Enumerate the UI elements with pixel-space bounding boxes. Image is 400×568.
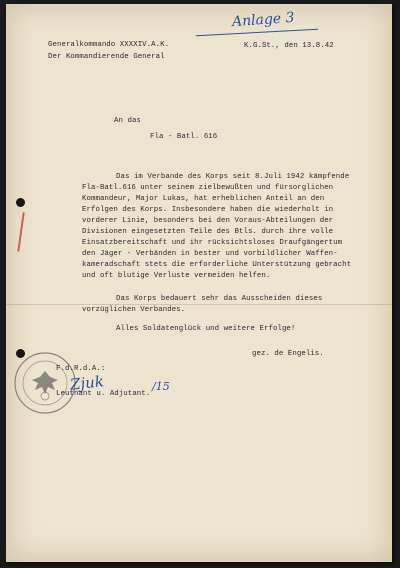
body-line: Erfolgen des Korps. Insbesondere haben die wiederholt in [82,206,334,214]
body-line: kameradschaft stets die erforderliche Unterstützung gebracht [82,261,352,269]
sender-line-1: Generalkommando XXXXIV.A.K. [48,41,170,49]
initial-mark: /15 [152,380,170,393]
sender-line-2: Der Kommandierende General [48,53,165,61]
body-line: vorderer Linie, besonders bei den Voraus-Abteilungen der [82,217,334,225]
body-para2-line: vorzüglichen Verbandes. [82,306,186,314]
body-line: Fla-Batl.616 unter seinem zielbewußten und fürsorglichen [82,184,334,192]
body-line: Kommandeur, Major Lukas, hat erheblichen Anteil an den [82,195,325,203]
body-line: und oft blutige Verluste vermeiden helfen. [82,272,271,280]
handwritten-signature: Zjuk [69,372,105,394]
body-para2-line: Das Korps bedauert sehr das Ausscheiden dieses [116,295,323,303]
fdra-label: F.d.R.d.A.: [56,365,106,373]
body-line: den Jäger - Verbänden in bester und vorbildlicher Waffen- [82,250,338,258]
place-date: K.G.St., den 13.8.42 [244,42,334,50]
body-line: Das im Verbande des Korps seit 8.Juli 1942 kämpfende [116,173,350,181]
official-stamp [12,350,78,416]
red-margin-mark [17,212,25,252]
addressee-unit: Fla - Batl. 616 [150,133,218,141]
handwritten-annotation: Anlage 3 [231,9,296,31]
body-line: Einsatzbereitschaft und ihr rücksichtsloses Draufgängertum [82,239,343,247]
addressee-to: An das [114,117,141,125]
signed-name: gez. de Engelis. [252,350,324,358]
document-sheet [6,4,392,562]
rank-line: Leutnant u. Adjutant. [56,390,151,398]
body-line: Divisionen eingesetzten Teile des Btls. durch ihre volle [82,228,334,236]
punch-hole-top [16,198,25,207]
closing-line: Alles Soldatenglück und weitere Erfolge! [116,325,296,333]
annotation-underline [196,29,318,36]
